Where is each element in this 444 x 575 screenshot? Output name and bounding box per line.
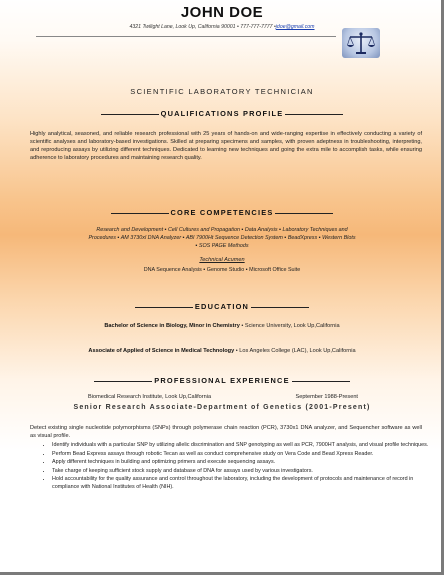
education-school: • Los Angeles College (LAC), Look Up,California bbox=[234, 348, 356, 354]
employer-row bbox=[88, 394, 358, 400]
job-role: Senior Research Associate-Department of Genetics (2001-Present) bbox=[73, 404, 371, 411]
experience-summary: Detect existing single nucleotide polymorphisms (SNPs) through polymerase chain reaction (PCR), 3730x1 DNA analyzer, and Sequencher software as well as visual profile. bbox=[30, 425, 422, 439]
competencies-heading bbox=[0, 208, 444, 217]
list-item: • Hold accountability for the quality assurance and control throughout the laboratory, including the development of protocols and maintenance of record in compliance with National Institutes of Health (NIH). bbox=[52, 476, 440, 491]
technical-acumen-heading: Technical Acumen bbox=[199, 257, 245, 263]
duties-list bbox=[34, 442, 440, 493]
education-degree: Bachelor of Science in Biology, Minor in Chemistry bbox=[104, 323, 240, 329]
qualifications-heading-text: QUALIFICATIONS PROFILE bbox=[160, 109, 284, 118]
list-item: • Apply different techniques in building and optimizing primers and execute sequencing assays. bbox=[52, 459, 440, 467]
contact-address: 4321 Twilight Lane, Look Up, California 90001 • 777-777-7777 • bbox=[129, 24, 276, 30]
contact-email[interactable]: jdoe@gmail.com bbox=[275, 24, 315, 30]
experience-heading bbox=[0, 376, 444, 385]
employer-name: Biomedical Research Institute, Look Up,California bbox=[88, 394, 212, 400]
employment-dates: September 1988-Present bbox=[295, 394, 358, 400]
candidate-name: JOHN DOE bbox=[180, 4, 264, 21]
competencies-line-2: Procedures ▪ AM 3730xl DNA Analyzer ▪ ABI 7900Ht Sequence Detection System ▪ BeadXpress ▪ Western Blots bbox=[88, 235, 356, 241]
competencies-line-1: Research and Development ▪ Cell Cultures and Propagation ▪ Data Analysis ▪ Laboratory Techniques and bbox=[96, 227, 348, 233]
education-heading bbox=[0, 302, 444, 311]
education-degree: Associate of Applied of Science in Medical Technology bbox=[88, 348, 235, 354]
job-title: SCIENTIFIC LABORATORY TECHNICIAN bbox=[130, 87, 314, 96]
list-item: • Take charge of keeping sufficient stock supply and database of DNA for assays used by various investigators. bbox=[52, 468, 440, 476]
list-item: • Identify individuals with a particular SNP by utilizing allelic discrimination and SNP genotyping as well as PCR, 7900HT analysis, and visual profile techniques. bbox=[52, 442, 440, 450]
experience-heading-text: PROFESSIONAL EXPERIENCE bbox=[154, 376, 290, 385]
education-school: • Science University, Look Up,California bbox=[239, 323, 340, 329]
list-item: • Perform Bead Express assays through robotic Tecan as well as conduct comprehensive study on Vera Code and Bead Xpress Reader. bbox=[52, 451, 440, 459]
qualifications-summary: Highly analytical, seasoned, and reliable research professional with 25 years of hands-on and wide-ranging expertise in effectively conducting a variety of scientific analyses and laboratory-based investigations. Skilled at preparing specimens and samples, with proven adeptness in troubleshooting, interpreting, and reproducing assays by utilizing different techniques. Dedicated to learning new techniques and going the extra mile to accomplish tasks, while ensuring adherence to laboratory procedures and maintaining research quality. bbox=[30, 131, 422, 161]
education-item bbox=[0, 348, 444, 354]
education-heading-text: EDUCATION bbox=[194, 302, 250, 311]
qualifications-heading bbox=[0, 109, 444, 118]
technical-acumen-list: DNA Sequence Analysis ▪ Genome Studio ▪ Microsoft Office Suite bbox=[143, 267, 301, 273]
header-divider bbox=[36, 36, 336, 37]
scales-of-justice-icon bbox=[342, 28, 380, 58]
competencies-heading-text: CORE COMPETENCIES bbox=[170, 208, 274, 217]
competencies-line-3: ▪ SOS PAGE Methods bbox=[195, 243, 249, 249]
education-item bbox=[0, 323, 444, 329]
